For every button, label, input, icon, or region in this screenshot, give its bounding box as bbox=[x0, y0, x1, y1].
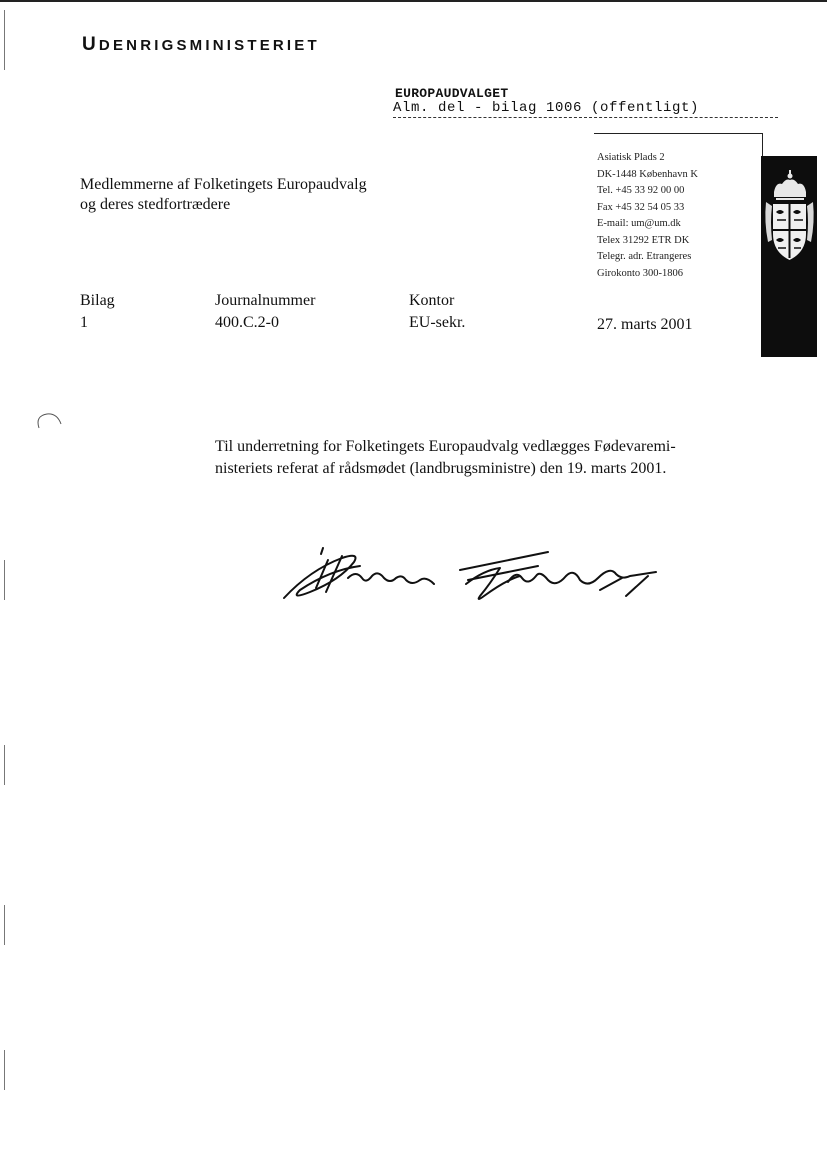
recipient-line-1: Medlemmerne af Folketingets Europaudvalg bbox=[80, 176, 367, 193]
address-line: DK-1448 København K bbox=[597, 168, 698, 180]
coat-of-arms-icon bbox=[762, 162, 817, 272]
scan-edge-mark bbox=[4, 745, 5, 785]
address-side-rule bbox=[762, 133, 763, 156]
ministry-name bbox=[82, 34, 320, 56]
sender-address bbox=[597, 150, 698, 282]
journal-number-value: 400.C.2-0 bbox=[215, 314, 279, 331]
journal-number-label: Journalnummer bbox=[215, 292, 316, 309]
office-label: Kontor bbox=[409, 292, 455, 309]
top-border-line bbox=[0, 0, 827, 2]
handwritten-signature bbox=[270, 540, 670, 610]
address-line: Tel. +45 33 92 00 00 bbox=[597, 185, 685, 196]
stamp-underline bbox=[393, 117, 778, 118]
address-line: Girokonto 300-1806 bbox=[597, 267, 684, 279]
scan-edge-mark bbox=[4, 560, 5, 600]
address-top-rule bbox=[594, 133, 762, 134]
punch-hole-mark-icon bbox=[33, 410, 63, 434]
ministry-initial: U bbox=[82, 34, 99, 55]
scan-edge-mark bbox=[4, 1050, 5, 1090]
address-line: Asiatisk Plads 2 bbox=[597, 152, 665, 163]
recipient-block bbox=[80, 175, 367, 215]
address-line: Telex 31292 ETR DK bbox=[597, 234, 690, 246]
committee-stamp-title: EUROPAUDVALGET bbox=[395, 86, 509, 101]
scan-edge-mark bbox=[4, 10, 5, 70]
address-line: E-mail: um@um.dk bbox=[597, 218, 681, 229]
office-value: EU-sekr. bbox=[409, 314, 466, 331]
bilag-value: 1 bbox=[80, 314, 88, 331]
letter-body bbox=[215, 436, 735, 480]
body-line-2: nisteriets referat af rådsmødet (landbrugsministre) den 19. marts 2001. bbox=[215, 460, 667, 477]
scan-edge-mark bbox=[4, 905, 5, 945]
ministry-name-rest: DENRIGSMINISTERIET bbox=[98, 37, 320, 54]
address-line: Fax +45 32 54 05 33 bbox=[597, 201, 685, 213]
bilag-label: Bilag bbox=[80, 292, 115, 309]
committee-stamp-reference: Alm. del - bilag 1006 (offentligt) bbox=[393, 100, 700, 116]
letter-date: 27. marts 2001 bbox=[597, 316, 693, 333]
address-line: Telegr. adr. Etrangeres bbox=[597, 251, 692, 262]
recipient-line-2: og deres stedfortrædere bbox=[80, 196, 231, 213]
body-line-1: Til underretning for Folketingets Europaudvalg vedlægges Fødevaremi- bbox=[215, 438, 676, 455]
